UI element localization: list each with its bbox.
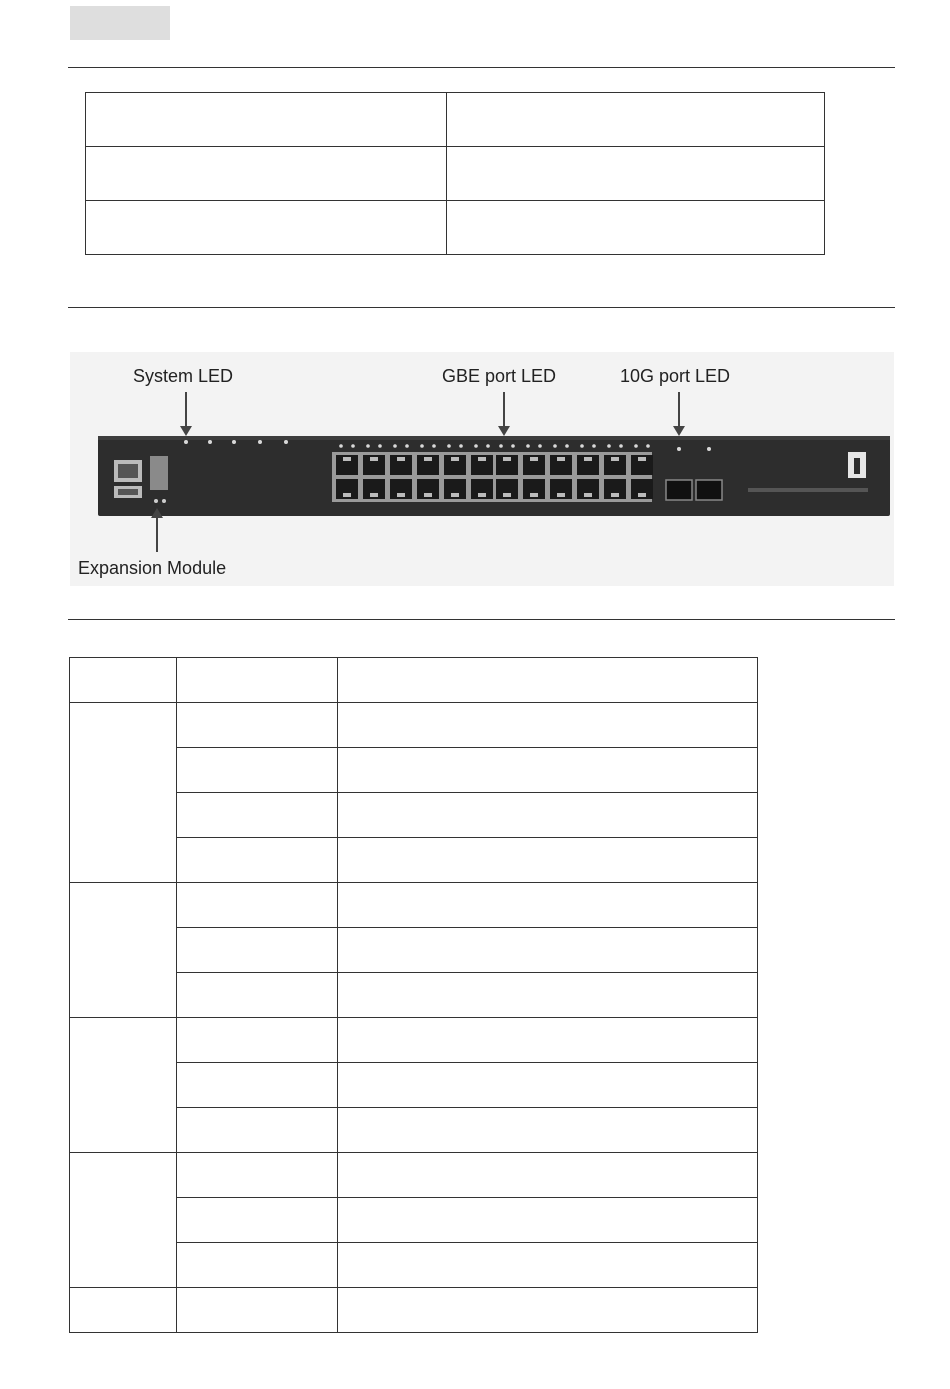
rj45-tab bbox=[451, 493, 459, 497]
table-cell bbox=[177, 1198, 338, 1243]
table-cell bbox=[70, 1288, 177, 1333]
gbe-led bbox=[646, 444, 650, 448]
table-cell bbox=[338, 1063, 758, 1108]
table-cell bbox=[86, 147, 447, 201]
brand-logo bbox=[848, 452, 866, 478]
gbe-led bbox=[459, 444, 463, 448]
rj45-tab bbox=[397, 493, 405, 497]
console-port bbox=[114, 460, 142, 498]
rj45-tab bbox=[478, 493, 486, 497]
rj45-tab bbox=[503, 493, 511, 497]
gbe-led bbox=[526, 444, 530, 448]
table-cell bbox=[338, 793, 758, 838]
gbe-led bbox=[447, 444, 451, 448]
rj45-tab bbox=[638, 457, 646, 461]
gbe-led bbox=[366, 444, 370, 448]
sfp-port-1 bbox=[666, 480, 692, 500]
table-cell bbox=[338, 1108, 758, 1153]
spec-table bbox=[85, 92, 825, 255]
tenG-port-led-label: 10G port LED bbox=[620, 366, 731, 386]
table-cell bbox=[86, 93, 447, 147]
table-cell bbox=[177, 793, 338, 838]
section-divider bbox=[68, 619, 895, 620]
table-cell bbox=[177, 1018, 338, 1063]
table-cell bbox=[447, 93, 825, 147]
led-table bbox=[69, 657, 758, 1333]
table-cell bbox=[338, 748, 758, 793]
table-cell bbox=[338, 928, 758, 973]
table-row bbox=[86, 147, 825, 201]
gbe-led bbox=[553, 444, 557, 448]
gbe-led bbox=[405, 444, 409, 448]
table-cell bbox=[177, 1288, 338, 1333]
gbe-led bbox=[351, 444, 355, 448]
table-cell bbox=[177, 1243, 338, 1288]
table-cell bbox=[177, 838, 338, 883]
gbe-port-led-label: GBE port LED bbox=[442, 366, 557, 386]
table-cell bbox=[177, 658, 338, 703]
rj45-tab bbox=[557, 493, 565, 497]
table-cell bbox=[338, 838, 758, 883]
table-cell bbox=[338, 703, 758, 748]
rj45-tab bbox=[478, 457, 486, 461]
rj45-tab bbox=[584, 493, 592, 497]
gbe-led bbox=[538, 444, 542, 448]
expansion-module-slot bbox=[150, 456, 168, 490]
table-cell bbox=[70, 883, 177, 1018]
gbe-led bbox=[432, 444, 436, 448]
table-cell bbox=[447, 201, 825, 255]
rj45-tab bbox=[370, 457, 378, 461]
rj45-tab bbox=[611, 493, 619, 497]
rj45-tab bbox=[530, 457, 538, 461]
gbe-led bbox=[607, 444, 611, 448]
section-divider bbox=[68, 67, 895, 68]
gbe-led bbox=[499, 444, 503, 448]
rj45-tab bbox=[557, 457, 565, 461]
table-cell bbox=[70, 1153, 177, 1288]
table-cell bbox=[70, 703, 177, 883]
system-led-label: System LED bbox=[133, 366, 234, 386]
gbe-led bbox=[580, 444, 584, 448]
table-cell bbox=[338, 1288, 758, 1333]
gbe-led bbox=[565, 444, 569, 448]
model-label bbox=[748, 488, 868, 492]
table-cell bbox=[338, 1153, 758, 1198]
table-cell bbox=[338, 1243, 758, 1288]
table-cell bbox=[338, 1018, 758, 1063]
rj45-tab bbox=[424, 493, 432, 497]
table-cell bbox=[177, 1063, 338, 1108]
table-cell bbox=[447, 147, 825, 201]
table-cell bbox=[177, 1108, 338, 1153]
table-cell bbox=[338, 1198, 758, 1243]
table-row bbox=[86, 201, 825, 255]
table-cell bbox=[177, 928, 338, 973]
table-row bbox=[70, 1288, 758, 1333]
table-cell bbox=[177, 748, 338, 793]
rj45-tab bbox=[530, 493, 538, 497]
table-row bbox=[70, 1018, 758, 1063]
rj45-tab bbox=[611, 457, 619, 461]
gbe-led bbox=[619, 444, 623, 448]
front-panel-figure bbox=[70, 352, 894, 586]
table-row bbox=[70, 658, 758, 703]
rj45-tab bbox=[451, 457, 459, 461]
gbe-led bbox=[339, 444, 343, 448]
gbe-led bbox=[511, 444, 515, 448]
tenG-led bbox=[677, 447, 681, 451]
gbe-led bbox=[378, 444, 382, 448]
gbe-led bbox=[474, 444, 478, 448]
table-row bbox=[70, 703, 758, 748]
rj45-tab bbox=[343, 493, 351, 497]
table-row bbox=[86, 93, 825, 147]
section-divider bbox=[68, 307, 895, 308]
expansion-module-label: Expansion Module bbox=[78, 558, 227, 578]
table-cell bbox=[338, 658, 758, 703]
gbe-led bbox=[592, 444, 596, 448]
rj45-tab bbox=[424, 457, 432, 461]
table-row bbox=[70, 883, 758, 928]
table-cell bbox=[338, 883, 758, 928]
rj45-tab bbox=[503, 457, 511, 461]
table-cell bbox=[177, 973, 338, 1018]
table-cell bbox=[70, 1018, 177, 1153]
table-cell bbox=[338, 973, 758, 1018]
rj45-tab bbox=[397, 457, 405, 461]
rj45-tab bbox=[370, 493, 378, 497]
table-cell bbox=[86, 201, 447, 255]
table-cell bbox=[177, 703, 338, 748]
sfp-port-2 bbox=[696, 480, 722, 500]
table-cell bbox=[177, 1153, 338, 1198]
table-row bbox=[70, 1153, 758, 1198]
table-cell bbox=[70, 658, 177, 703]
gbe-led bbox=[634, 444, 638, 448]
gbe-led bbox=[420, 444, 424, 448]
table-cell bbox=[177, 883, 338, 928]
tenG-led bbox=[707, 447, 711, 451]
gbe-led bbox=[393, 444, 397, 448]
gbe-led bbox=[486, 444, 490, 448]
rj45-tab bbox=[638, 493, 646, 497]
rj45-tab bbox=[343, 457, 351, 461]
section-heading-placeholder bbox=[70, 6, 170, 40]
rj45-tab bbox=[584, 457, 592, 461]
